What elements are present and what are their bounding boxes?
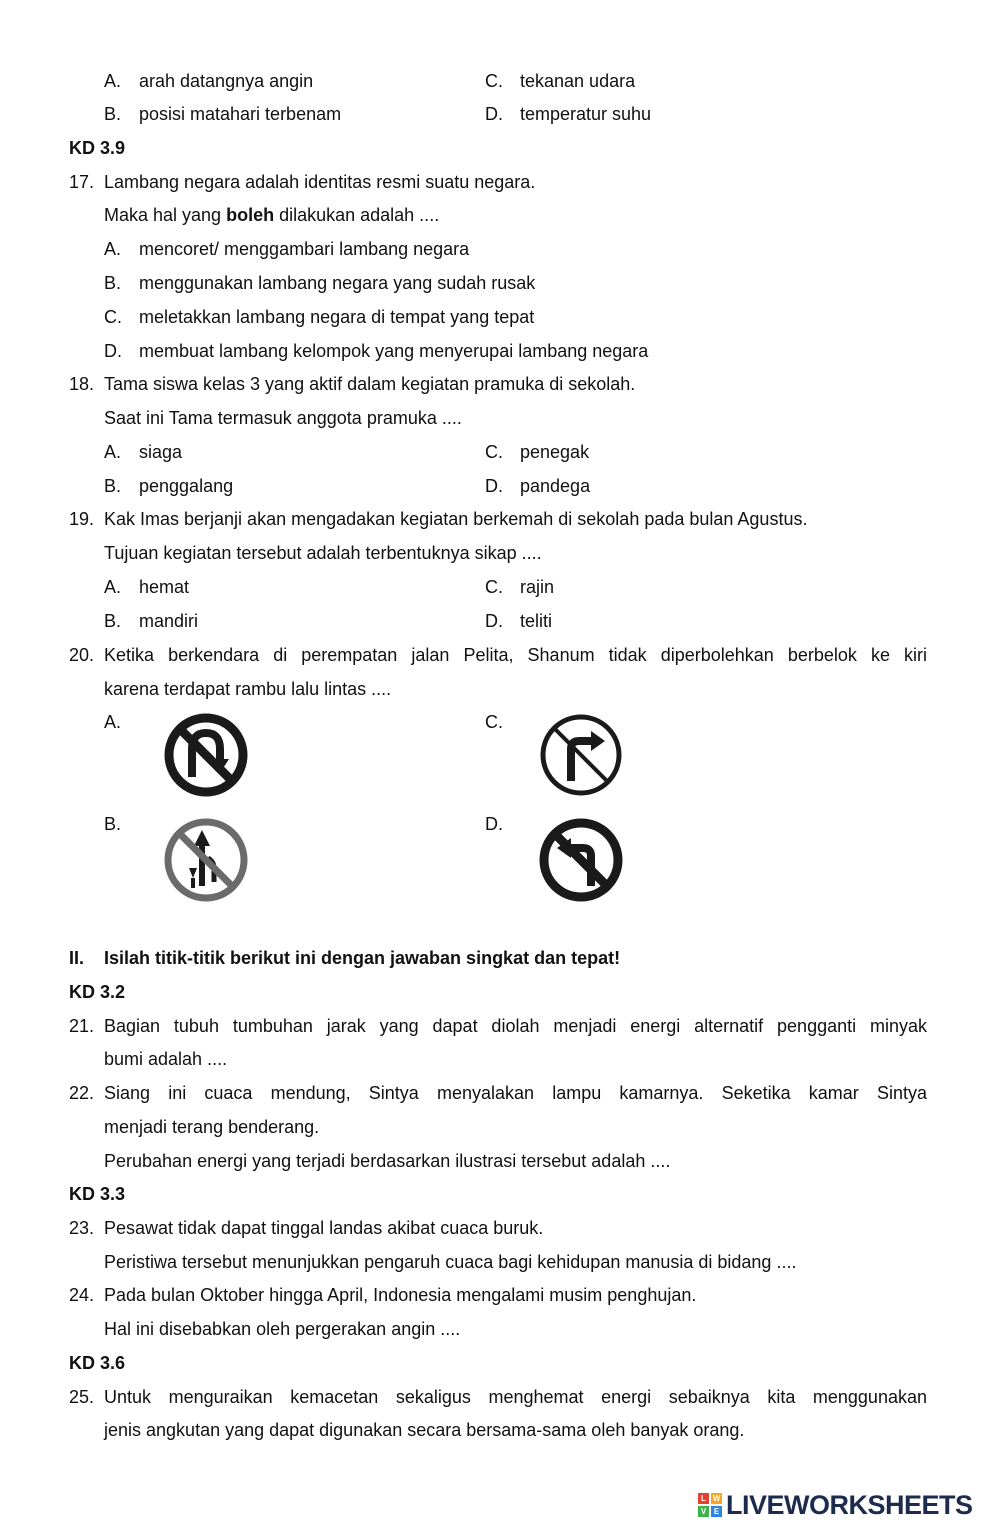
no-overtaking-sign-icon[interactable]	[162, 816, 250, 904]
option-letter: C.	[485, 577, 503, 597]
q17-prompt-post: dilakukan adalah ....	[274, 205, 440, 225]
q18-prompt: Saat ini Tama termasuk anggota pramuka ....	[104, 408, 462, 428]
q23-number: 23.	[69, 1218, 95, 1238]
q18-option-a[interactable]	[104, 441, 182, 463]
q18-text: Tama siswa kelas 3 yang aktif dalam kegiatan pramuka di sekolah.	[104, 374, 636, 394]
q17-prompt	[104, 204, 439, 226]
logo-tile: W	[712, 1494, 721, 1503]
option-letter: A.	[104, 442, 122, 462]
option-letter: B.	[104, 104, 122, 124]
option-text: mencoret/ menggambari lambang negara	[139, 239, 470, 259]
kd-heading-3-3: KD 3.3	[69, 1184, 126, 1204]
q17-number: 17.	[69, 172, 95, 192]
q20-number: 20.	[69, 645, 95, 665]
option-text: rajin	[520, 577, 555, 597]
q17-option-c[interactable]	[104, 306, 534, 328]
q23-prompt: Peristiwa tersebut menunjukkan pengaruh cuaca bagi kehidupan manusia di bidang ....	[104, 1252, 797, 1272]
section-2-numeral: II.	[69, 948, 85, 968]
q21-text-cont: bumi adalah ....	[104, 1049, 228, 1069]
logo-brand-text: LIVEWORKSHEETS	[726, 1489, 973, 1520]
q20-option-a-letter[interactable]: A.	[104, 712, 122, 732]
q20-option-c-letter[interactable]: C.	[485, 712, 503, 732]
q20-prompt: karena terdapat rambu lalu lintas ....	[104, 679, 392, 699]
q18-number: 18.	[69, 374, 95, 394]
q23-text: Pesawat tidak dapat tinggal landas akibat cuaca buruk.	[104, 1218, 544, 1238]
q18-option-b[interactable]	[104, 475, 233, 497]
q25-text: Untuk menguraikan kemacetan sekaligus menghemat energi sebaiknya kita menggunakan	[104, 1387, 927, 1407]
option-letter: A.	[104, 239, 122, 259]
q18-option-d[interactable]	[485, 475, 590, 497]
q19-prompt: Tujuan kegiatan tersebut adalah terbentuknya sikap ....	[104, 543, 542, 563]
option-text: penggalang	[139, 476, 234, 496]
kd-heading-3-9: KD 3.9	[69, 138, 126, 158]
section-2-instruction: Isilah titik-titik berikut ini dengan jawaban singkat dan tepat!	[104, 948, 621, 968]
q25-number: 25.	[69, 1387, 95, 1407]
no-right-turn-sign-icon[interactable]	[537, 711, 625, 799]
q20-option-d-letter[interactable]: D.	[485, 814, 503, 834]
q16-option-d[interactable]	[485, 103, 651, 125]
q16-option-a[interactable]	[104, 70, 313, 92]
option-text: membuat lambang kelompok yang menyerupai lambang negara	[139, 341, 649, 361]
q16-option-b[interactable]	[104, 103, 341, 125]
logo-tile: E	[711, 1506, 722, 1517]
q17-option-b[interactable]	[104, 272, 535, 294]
logo-tile: L	[698, 1493, 709, 1504]
logo-tile: V	[698, 1506, 709, 1517]
option-letter: C.	[485, 71, 503, 91]
option-text: siaga	[139, 442, 183, 462]
no-u-turn-sign-icon[interactable]	[162, 711, 250, 799]
q22-text: Siang ini cuaca mendung, Sintya menyalakan lampu kamarnya. Seketika kamar Sintya	[104, 1083, 927, 1103]
q21-text: Bagian tubuh tumbuhan jarak yang dapat diolah menjadi energi alternatif pengganti minyak	[104, 1016, 927, 1036]
option-text: menggunakan lambang negara yang sudah rusak	[139, 273, 536, 293]
q17-option-d[interactable]	[104, 340, 648, 362]
q24-text: Pada bulan Oktober hingga April, Indonesia mengalami musim penghujan.	[104, 1285, 697, 1305]
q16-option-c[interactable]	[485, 70, 635, 92]
option-text: teliti	[520, 611, 553, 631]
q17-prompt-bold: boleh	[226, 205, 275, 225]
option-text: penegak	[520, 442, 590, 462]
q20-option-b-letter[interactable]: B.	[104, 814, 122, 834]
q19-option-d[interactable]	[485, 610, 552, 632]
option-letter: A.	[104, 577, 122, 597]
option-letter: C.	[104, 307, 122, 327]
q24-number: 24.	[69, 1285, 95, 1305]
q17-prompt-pre: Maka hal yang	[104, 205, 227, 225]
no-left-turn-sign-icon[interactable]	[537, 816, 625, 904]
kd-heading-3-2: KD 3.2	[69, 982, 126, 1002]
q20-text: Ketika berkendara di perempatan jalan Pelita, Shanum tidak diperbolehkan berbelok ke kiri	[104, 645, 927, 665]
option-text: mandiri	[139, 611, 199, 631]
option-letter: D.	[485, 104, 503, 124]
option-text: pandega	[520, 476, 591, 496]
q24-prompt: Hal ini disebabkan oleh pergerakan angin ....	[104, 1319, 461, 1339]
q22-text-cont: menjadi terang benderang.	[104, 1117, 320, 1137]
q19-text: Kak Imas berjanji akan mengadakan kegiatan berkemah di sekolah pada bulan Agustus.	[104, 509, 808, 529]
q17-text: Lambang negara adalah identitas resmi suatu negara.	[104, 172, 536, 192]
kd-heading-3-6: KD 3.6	[69, 1353, 126, 1373]
option-text: posisi matahari terbenam	[139, 104, 342, 124]
option-text: arah datangnya angin	[139, 71, 314, 91]
option-letter: C.	[485, 442, 503, 462]
option-text: temperatur suhu	[520, 104, 652, 124]
q19-option-a[interactable]	[104, 576, 189, 598]
option-text: tekanan udara	[520, 71, 636, 91]
option-letter: D.	[485, 611, 503, 631]
q25-text-cont: jenis angkutan yang dapat digunakan secara bersama-sama oleh banyak orang.	[104, 1420, 745, 1440]
logo-tiles-icon	[698, 1493, 722, 1517]
q22-prompt: Perubahan energi yang terjadi berdasarkan ilustrasi tersebut adalah ....	[104, 1151, 671, 1171]
q19-number: 19.	[69, 509, 95, 529]
option-letter: B.	[104, 273, 122, 293]
option-letter: A.	[104, 71, 122, 91]
q19-option-c[interactable]	[485, 576, 554, 598]
option-text: meletakkan lambang negara di tempat yang tepat	[139, 307, 535, 327]
q22-number: 22.	[69, 1083, 95, 1103]
q18-option-c[interactable]	[485, 441, 589, 463]
liveworksheets-logo	[698, 1490, 973, 1520]
option-letter: B.	[104, 476, 122, 496]
q21-number: 21.	[69, 1016, 95, 1036]
q17-option-a[interactable]	[104, 238, 469, 260]
q19-option-b[interactable]	[104, 610, 198, 632]
option-letter: B.	[104, 611, 122, 631]
option-letter: D.	[485, 476, 503, 496]
option-text: hemat	[139, 577, 190, 597]
option-letter: D.	[104, 341, 122, 361]
